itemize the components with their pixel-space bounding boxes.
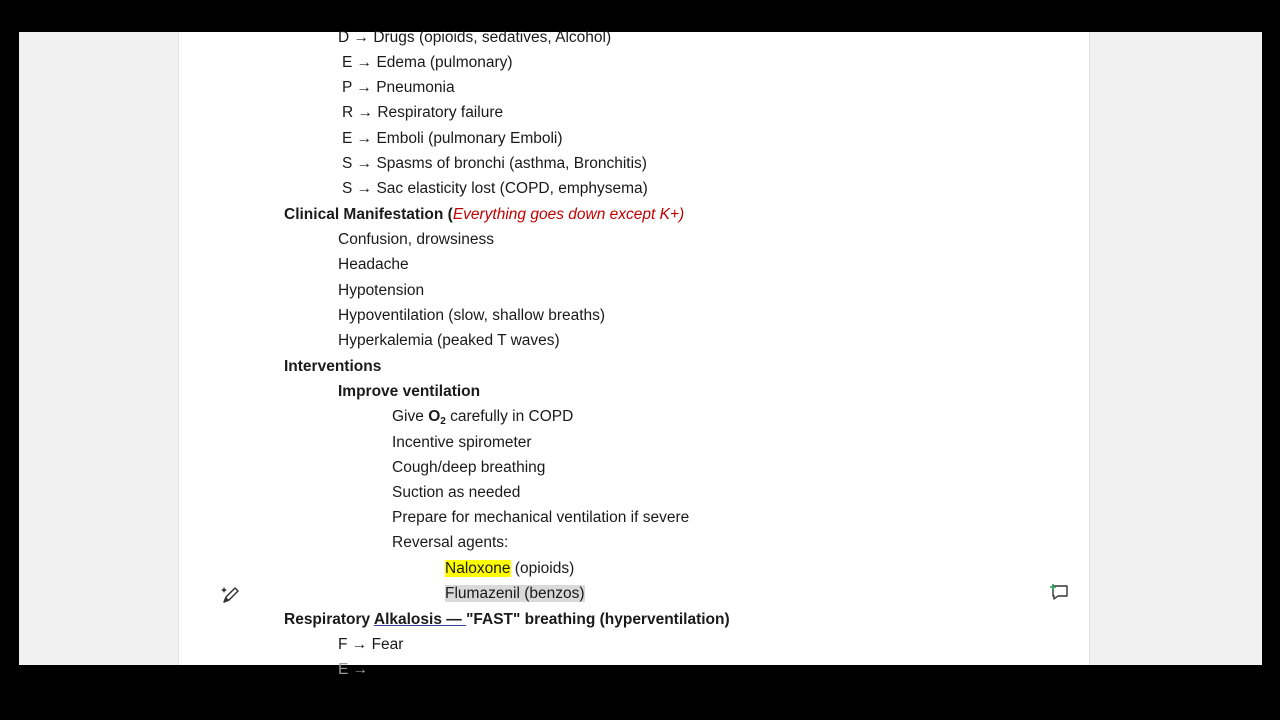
- cause-line: E → Emboli (pulmonary Emboli): [342, 130, 563, 147]
- cause-line: D → Drugs (opioids, sedatives, Alcohol): [338, 29, 612, 46]
- manifestation-item: Hyperkalemia (peaked T waves): [338, 332, 560, 349]
- cause-line: P → Pneumonia: [342, 79, 455, 96]
- intervention-item: Reversal agents:: [392, 534, 509, 551]
- cause-line: S → Sac elasticity lost (COPD, emphysema): [342, 180, 648, 197]
- manifestation-item: Hypotension: [338, 282, 425, 299]
- document-viewport[interactable]: [19, 29, 1262, 678]
- cause-line: E → Edema (pulmonary): [342, 54, 513, 71]
- cause-line: S → Spasms of bronchi (asthma, Bronchitis): [342, 155, 647, 172]
- manifestation-heading: Clinical Manifestation (Everything goes down except K+): [284, 206, 685, 223]
- manifestation-item: Confusion, drowsiness: [338, 231, 494, 248]
- alkalosis-item-cutoff: E →: [338, 661, 369, 678]
- manifestation-item: Hypoventilation (slow, shallow breaths): [338, 307, 606, 324]
- alkalosis-heading: Respiratory Alkalosis — "FAST" breathing (hyperventilation): [284, 611, 730, 628]
- reversal-agent-flumazenil[interactable]: [445, 584, 585, 604]
- copilot-pen-icon[interactable]: [220, 584, 242, 611]
- cause-line: R → Respiratory failure: [342, 104, 504, 121]
- flumazenil-selection[interactable]: Flumazenil (benzos): [445, 585, 585, 602]
- intervention-item: Suction as needed: [392, 484, 521, 501]
- manifestation-item: Headache: [338, 256, 409, 273]
- intervention-item: Incentive spirometer: [392, 434, 532, 451]
- reversal-agent-naloxone: Naloxone (opioids): [445, 560, 575, 577]
- intervention-item: Prepare for mechanical ventilation if severe: [392, 509, 690, 526]
- intervention-item: Cough/deep breathing: [392, 459, 546, 476]
- improve-ventilation-heading: Improve ventilation: [338, 383, 481, 400]
- alkalosis-item: F → Fear: [338, 636, 404, 653]
- document-page[interactable]: [178, 29, 1090, 678]
- alkalosis-underlined: Alkalosis —: [373, 611, 467, 628]
- manifestation-note: Everything goes down except K+): [452, 206, 685, 223]
- add-comment-icon[interactable]: [1050, 583, 1070, 606]
- interventions-heading: Interventions: [284, 358, 382, 375]
- intervention-item-o2: Give $O_2$ carefully in COPD: [392, 408, 574, 427]
- naloxone-highlight: Naloxone: [445, 560, 511, 577]
